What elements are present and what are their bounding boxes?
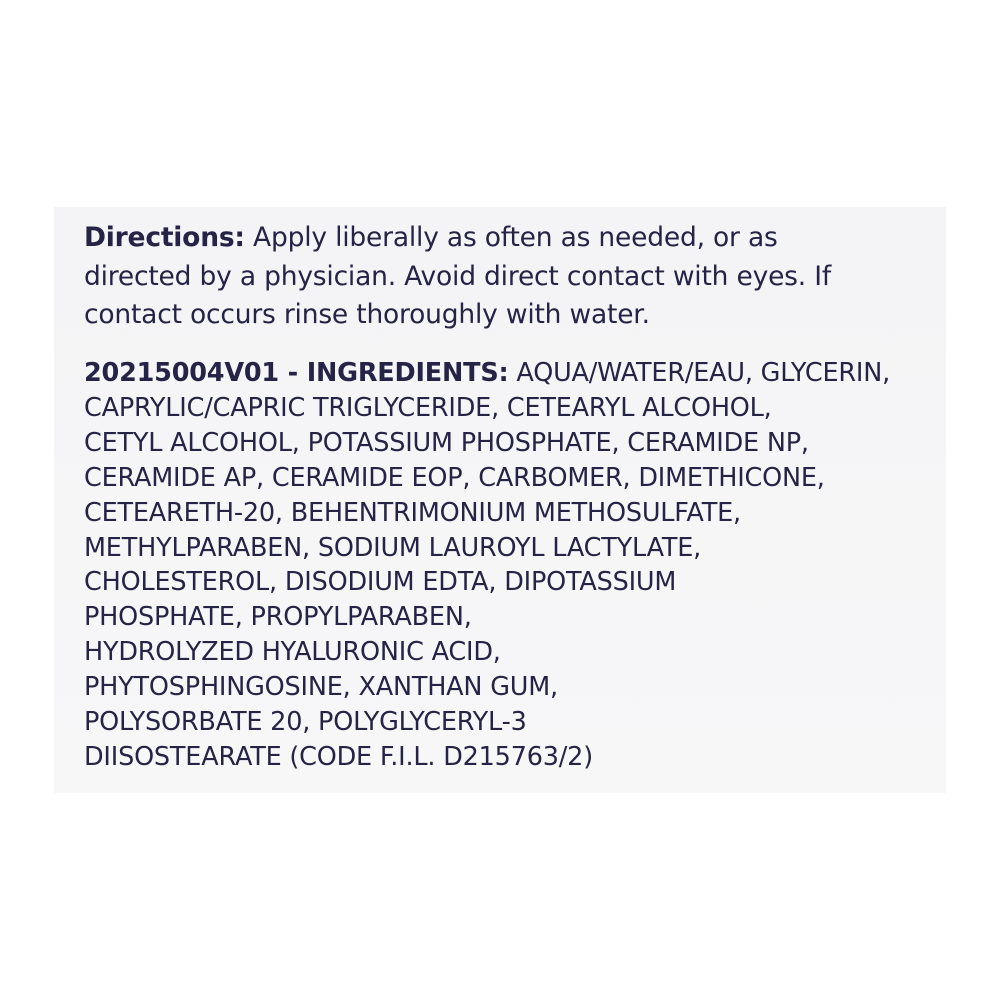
ingredients-line-7: CHOLESTEROL, DISODIUM EDTA, DIPOTASSIUM: [84, 567, 677, 598]
ingredients-line-4: CERAMIDE AP, CERAMIDE EOP, CARBOMER, DIMETHICONE,: [84, 462, 825, 493]
ingredients-line-8: PHOSPHATE, PROPYLPARABEN,: [84, 602, 472, 633]
directions-line-3: contact occurs rinse thoroughly with water.: [84, 299, 650, 330]
directions-line-1: [84, 219, 944, 258]
ingredients-line-9: HYDROLYZED HYALURONIC ACID,: [84, 637, 501, 668]
ingredients-line-2: CAPRYLIC/CAPRIC TRIGLYCERIDE, CETEARYL ALCOHOL,: [84, 392, 772, 423]
ingredients-text: AQUA/WATER/EAU, GLYCERIN,: [508, 358, 890, 388]
ingredients-line-5: CETEARETH-20, BEHENTRIMONIUM METHOSULFATE,: [84, 497, 741, 528]
ingredients-line-3: CETYL ALCOHOL, POTASSIUM PHOSPHATE, CERAMIDE NP,: [84, 427, 809, 458]
ingredients-heading: 20215004V01 - INGREDIENTS:: [84, 358, 509, 388]
ingredients-line-1: [84, 356, 944, 391]
ingredients-section: [84, 356, 944, 775]
directions-line-2: directed by a physician. Avoid direct contact with eyes. If: [84, 260, 831, 292]
directions-section: [84, 219, 944, 335]
ingredients-line-6: METHYLPARABEN, SODIUM LAUROYL LACTYLATE,: [84, 532, 702, 563]
ingredients-line-12: DIISOSTEARATE (CODE F.I.L. D215763/2): [84, 741, 593, 772]
directions-heading: Directions:: [84, 222, 245, 253]
ingredients-line-11: POLYSORBATE 20, POLYGLYCERYL-3: [84, 707, 527, 738]
directions-text: Apply liberally as often as needed, or as: [244, 222, 778, 253]
ingredients-line-10: PHYTOSPHINGOSINE, XANTHAN GUM,: [84, 672, 558, 703]
